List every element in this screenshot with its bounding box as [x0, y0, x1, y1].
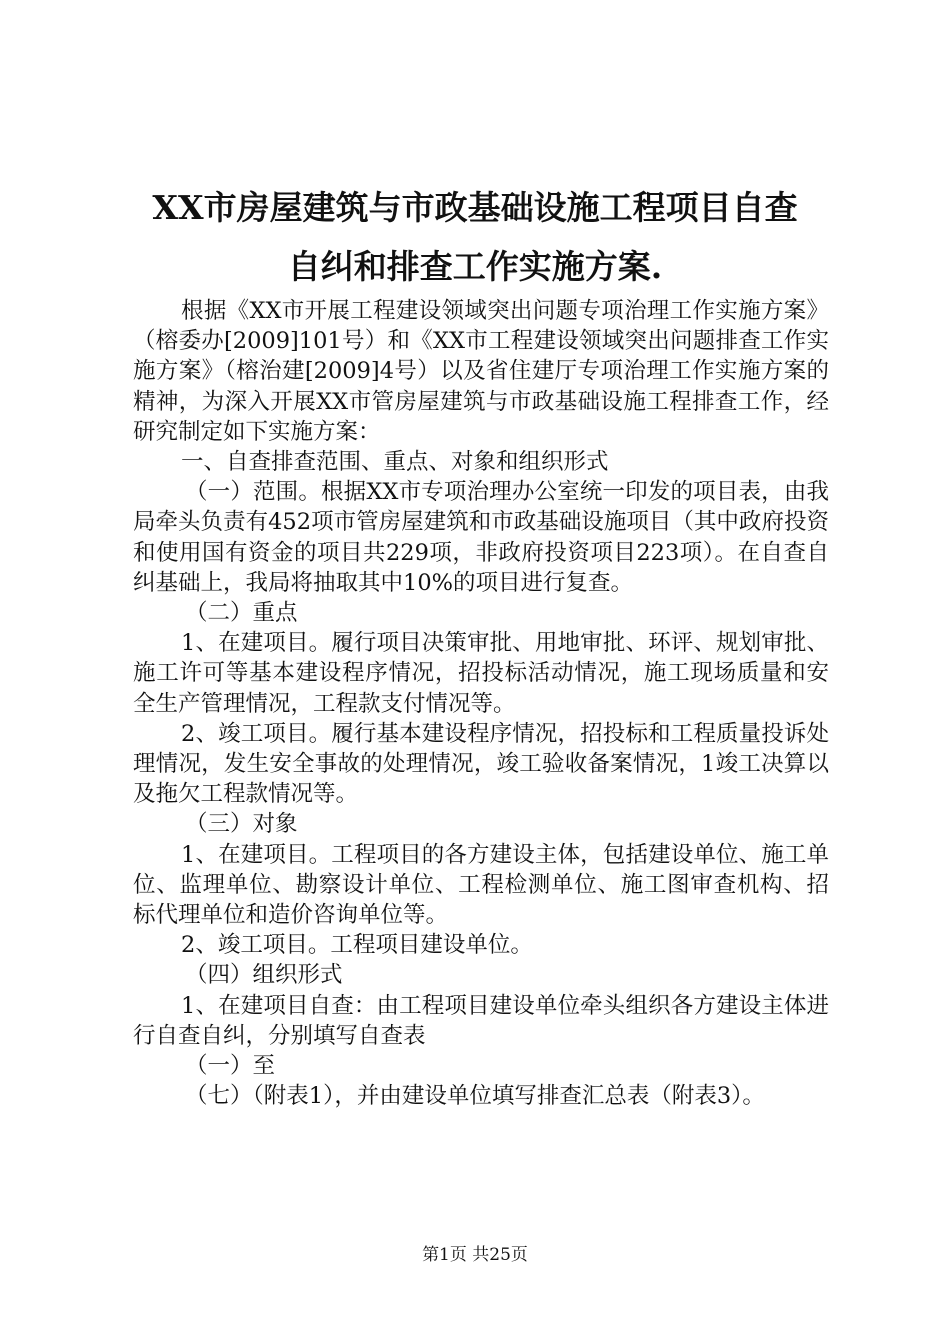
subheading-targets: （三）对象	[185, 811, 298, 838]
subheading-organization: （四）组织形式	[185, 962, 343, 989]
page-number: 第1页	[422, 1245, 467, 1265]
paragraph-range-start: （一）至	[185, 1053, 276, 1080]
paragraph-targets-completed: 2、竣工项目。工程项目建设单位。	[181, 932, 533, 959]
subheading-focus: （二）重点	[185, 600, 298, 627]
page-total: 共25页	[472, 1245, 528, 1265]
document-title-line-2: 自纠和排查工作实施方案.	[287, 247, 663, 286]
paragraph-targets-ongoing: 1、在建项目。工程项目的各方建设主体，包括建设单位、施工单位、监理单位、勘察设计单位、工程检测单位、施工图审查机构、招标代理单位和造价咨询单位等。	[133, 841, 829, 929]
section-heading-scope: 一、自查排查范围、重点、对象和组织形式	[181, 449, 609, 476]
paragraph-intro: 根据《XX市开展工程建设领域突出问题专项治理工作实施方案》（榕委办[2009]101号）和《XX市工程建设领域突出问题排查工作实施方案》（榕治建[2009]4号）以及省住建厅专项治理工作实施方案的精神，为深入开展XX市管房屋建筑与市政基础设施工程排查工作，经研究制定如下实施方案：	[133, 298, 829, 445]
paragraph-organization-self-check: 1、在建项目自查：由工程项目建设单位牵头组织各方建设主体进行自查自纠，分别填写自查表	[133, 992, 829, 1049]
paragraph-focus-ongoing: 1、在建项目。履行项目决策审批、用地审批、环评、规划审批、施工许可等基本建设程序情况，招投标活动情况，施工现场质量和安全生产管理情况，工程款支付情况等。	[133, 630, 829, 717]
page-footer	[0, 1244, 950, 1266]
paragraph-focus-completed: 2、竣工项目。履行基本建设程序情况，招投标和工程质量投诉处理情况，发生安全事故的处理情况，竣工验收备案情况，1竣工决算以及拖欠工程款情况等。	[133, 720, 829, 808]
paragraph-range-end: （七）（附表1），并由建设单位填写排查汇总表（附表3）。	[185, 1083, 765, 1110]
document-body	[133, 296, 829, 1111]
paragraph-scope: （一）范围。根据XX市专项治理办公室统一印发的项目表，由我局牵头负责有452项市管房屋建筑和市政基础设施项目（其中政府投资和使用国有资金的项目共229项，非政府投资项目223项）。在自查自纠基础上，我局将抽取其中10%的项目进行复查。	[133, 479, 829, 596]
document-title-line-1: XX市房屋建筑与市政基础设施工程项目自查	[152, 188, 798, 227]
